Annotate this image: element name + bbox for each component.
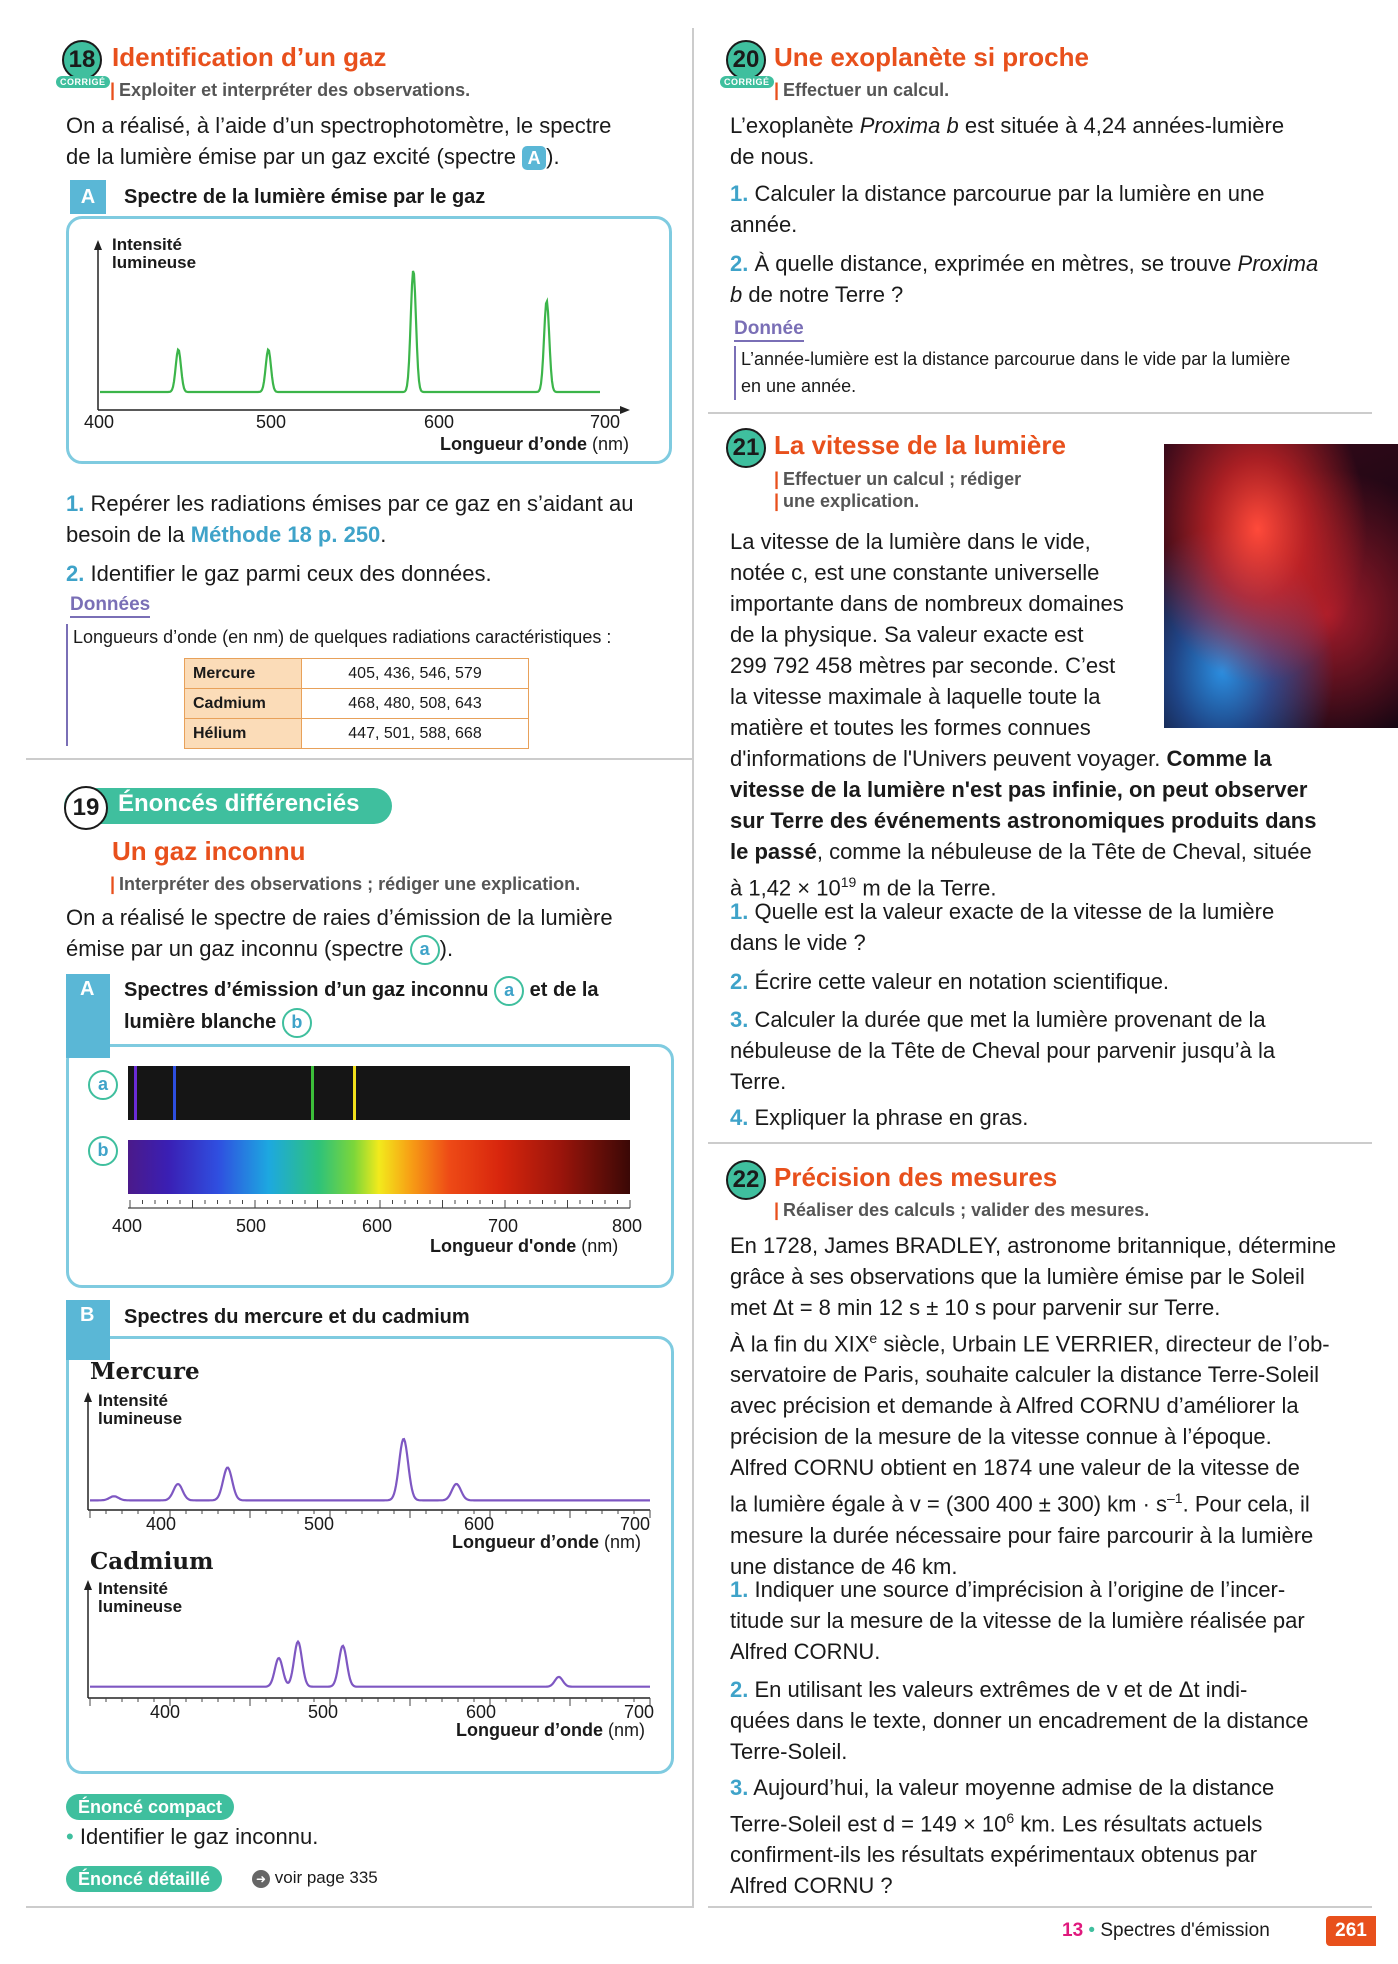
- donnee-box: L’année-lumière est la distance parcourue dans le vide par la lumière en une année.: [734, 346, 1343, 400]
- x-tick: 400: [150, 1702, 181, 1722]
- divider: [708, 1142, 1372, 1144]
- emission-line: [134, 1066, 137, 1120]
- x-axis-label: Longueur d’onde (nm): [440, 434, 629, 454]
- paragraph: En 1728, James BRADLEY, astronome britannique, détermine grâce à ses observations que la lumière émise par le Soleil met Δt = 8 min 12 s ± 10 s pour parvenir sur Terre. À la fin du XIXe siècle, Urbain LE VERRIER, directeur de l’ob- servatoire de Paris, souhaite calculer la distance Terre-Soleil avec précision et demande à Alfred CORNU d’améliorer la précision de la mesure de la vitesse connue à l’époque. Alfred CORNU obtient en 1874 une valeur de la vitesse de la lumière égale à v = (300 400 ± 300) km · $s^{-1}$. Pour cela, il mesure la durée nécessaire pour faire parcourir à la lumière une distance de 46 km.: [730, 1233, 1337, 1579]
- mercure-chart: [80, 1390, 660, 1520]
- emission-line: [353, 1066, 356, 1120]
- paragraph: La vitesse de la lumière dans le vide, notée c, est une constante universelle importante dans de nombreux domaines de la physique. Sa valeur exacte est 299 792 458 mètres par seconde. C’est la vitesse maximale à laquelle toute la matière et toutes les formes connues: [730, 529, 1124, 740]
- page-number: 261: [1326, 1916, 1376, 1946]
- gas-table: [184, 658, 529, 749]
- exercise-title: La vitesse de la lumière: [774, 430, 1066, 460]
- table-row: Hélium 447, 501, 588, 668: [185, 719, 529, 749]
- x-tick: 500: [308, 1702, 339, 1722]
- x-tick: 700: [624, 1702, 655, 1722]
- skill-line: | Interpréter des observations ; rédiger une explication.: [110, 874, 581, 894]
- exercise-number: 20: [726, 40, 766, 80]
- divider: [26, 758, 692, 760]
- exercise-title: Une exoplanète si proche: [774, 42, 1089, 72]
- question-2: 2. À quelle distance, exprimée en mètres, se trouve Proxima b de notre Terre ?: [730, 251, 1319, 307]
- donnees-label: Données: [70, 594, 150, 618]
- corrige-badge: CORRIGÉ: [720, 76, 774, 88]
- doc-title: Spectres d’émission d’un gaz inconnu a et de la lumière blanche b: [124, 974, 599, 1038]
- y-axis-arrow: [94, 240, 102, 250]
- question-4: 4. Expliquer la phrase en gras.: [730, 1105, 1029, 1130]
- x-tick-500: 500: [256, 412, 287, 432]
- method-link[interactable]: Méthode 18 p. 250: [190, 522, 381, 547]
- gas-spectrum-chart: [80, 230, 640, 430]
- x-axis-label: Longueur d’onde (nm): [452, 1532, 641, 1552]
- differentiated-title: Énoncés différenciés: [118, 790, 360, 817]
- exercise-number: 21: [726, 428, 766, 468]
- enonce-compact-pill: Énoncé compact: [66, 1794, 234, 1820]
- skill-line: | Exploiter et interpréter des observations.: [110, 80, 471, 100]
- exercise-number: 18: [62, 40, 102, 80]
- compact-text: • Identifier le gaz inconnu.: [66, 1824, 319, 1849]
- corrige-badge: CORRIGÉ: [56, 76, 110, 88]
- question-1: 1. Calculer la distance parcourue par la lumière en une année.: [730, 181, 1265, 237]
- exercise-number: 22: [726, 1160, 766, 1200]
- x-tick-400: 400: [84, 412, 115, 432]
- spectrum-a-label: a: [88, 1070, 118, 1100]
- doc-tag: A: [70, 180, 106, 214]
- horsehead-nebula-image: [1164, 444, 1398, 728]
- gas-spectrum-line: [100, 271, 600, 392]
- x-tick: 500: [304, 1514, 335, 1534]
- y-axis-label: Intensité lumineuse: [98, 1391, 183, 1428]
- exercise-title: Un gaz inconnu: [112, 836, 306, 866]
- question-1: 1. Repérer les radiations émises par ce gaz en s’aidant au besoin de la Méthode 18 p. 250.: [66, 491, 634, 547]
- doc-tag: A: [80, 978, 95, 1000]
- y-axis-label: Intensité lumineuse: [98, 1579, 183, 1616]
- emission-spectrum-a: [128, 1066, 630, 1120]
- cadmium-chart: [80, 1578, 660, 1708]
- donnee-label: Donnée: [734, 318, 804, 342]
- skill-line: | Effectuer un calcul ; rédiger | une explication.: [774, 469, 1022, 511]
- intro-text: On a réalisé le spectre de raies d’émission de la lumière émise par un gaz inconnu (spectre a ).: [66, 902, 686, 965]
- x-tick: 400: [146, 1514, 177, 1534]
- spec-tick: 400: [112, 1216, 143, 1236]
- spec-tick: 800: [612, 1216, 643, 1236]
- intro-text: On a réalisé, à l’aide d’un spectrophotomètre, le spectre de la lumière émise par un gaz excité (spectre A ).: [66, 113, 612, 169]
- divider: [708, 1906, 1372, 1908]
- doc-tag: B: [80, 1304, 95, 1326]
- spec-tick: 700: [488, 1216, 519, 1236]
- spec-tick: 500: [236, 1216, 267, 1236]
- x-tick: 600: [464, 1514, 495, 1534]
- detail-link[interactable]: ➜ voir page 335: [252, 1868, 378, 1888]
- emission-line: [173, 1066, 176, 1120]
- mercure-spectrum-line: [90, 1439, 650, 1500]
- question-3: 3. Aujourd’hui, la valeur moyenne admise de la distance Terre-Soleil est $d = 149 \times 10^6$ km. Les résultats actuels confirment-ils les résultats expérimentaux obtenus par Alfred CORNU ?: [730, 1775, 1275, 1899]
- question-1: 1. Indiquer une source d’imprécision à l’origine de l’incer- titude sur la mesure de la vitesse de la lumière réalisée par Alfred CORNU.: [730, 1577, 1305, 1664]
- x-tick: 700: [620, 1514, 651, 1534]
- x-axis-label: Longueur d’onde (nm): [456, 1720, 645, 1740]
- doc-title: Spectre de la lumière émise par le gaz: [124, 186, 486, 208]
- cadmium-title: Cadmium: [90, 1548, 214, 1575]
- table-row: Cadmium 468, 480, 508, 643: [185, 689, 529, 719]
- x-tick-600: 600: [424, 412, 455, 432]
- x-tick-700: 700: [590, 412, 621, 432]
- question-2: 2. Identifier le gaz parmi ceux des données.: [66, 561, 492, 586]
- x-tick: 600: [466, 1702, 497, 1722]
- mercure-title: Mercure: [90, 1358, 200, 1385]
- arrow-right-icon: ➜: [252, 1870, 270, 1888]
- white-light-spectrum-b: [128, 1140, 630, 1194]
- y-axis-label: Intensité lumineuse: [112, 235, 197, 272]
- paragraph-continued: d'informations de l'Univers peuvent voyager. Comme la vitesse de la lumière n'est pas infinie, on peut observer sur Terre des événements astronomiques produits dans le passé, comme la nébuleuse de la Tête de Cheval, située à $1,42 \times 10^{19}$ m de la Terre.: [730, 746, 1317, 901]
- doc-title: Spectres du mercure et du cadmium: [124, 1306, 470, 1328]
- enonce-detaille-pill: Énoncé détaillé: [66, 1866, 222, 1892]
- question-1: 1. Quelle est la valeur exacte de la vitesse de la lumière dans le vide ?: [730, 899, 1275, 955]
- doc-ref-tag: A: [522, 146, 546, 170]
- skill-line: | Réaliser des calculs ; valider des mesures.: [774, 1200, 1150, 1220]
- spectrum-axis: [120, 1196, 640, 1216]
- column-divider: [692, 28, 694, 1908]
- x-axis-arrow: [620, 406, 630, 414]
- divider: [26, 1906, 692, 1908]
- question-3: 3. Calculer la durée que met la lumière provenant de la nébuleuse de la Tête de Cheval pour parvenir jusqu’à la Terre.: [730, 1007, 1276, 1094]
- question-2: 2. Écrire cette valeur en notation scientifique.: [730, 969, 1170, 994]
- spectrum-x-label: Longueur d'onde (nm): [430, 1236, 619, 1256]
- exercise-title: Précision des mesures: [774, 1162, 1058, 1192]
- intro-text: L’exoplanète Proxima b est située à 4,24 années-lumière de nous.: [730, 113, 1285, 169]
- donnees-box: Longueurs d’onde (en nm) de quelques radiations caractéristiques :: [66, 624, 693, 746]
- chapter-footer: 13 • Spectres d'émission: [1062, 1920, 1270, 1941]
- question-2: 2. En utilisant les valeurs extrêmes de v et de Δt indi- quées dans le texte, donner un encadrement de la distance Terre-Soleil.: [730, 1677, 1309, 1764]
- cadmium-spectrum-line: [90, 1642, 650, 1687]
- exercise-number: 19: [64, 786, 108, 830]
- table-row: Mercure 405, 436, 546, 579: [185, 659, 529, 689]
- spectrum-ref-a: a: [410, 935, 440, 965]
- skill-line: | Effectuer un calcul.: [774, 80, 950, 100]
- divider: [708, 412, 1372, 414]
- exercise-title: Identification d’un gaz: [112, 42, 387, 72]
- emission-line: [311, 1066, 314, 1120]
- spectrum-b-label: b: [88, 1136, 118, 1166]
- spec-tick: 600: [362, 1216, 393, 1236]
